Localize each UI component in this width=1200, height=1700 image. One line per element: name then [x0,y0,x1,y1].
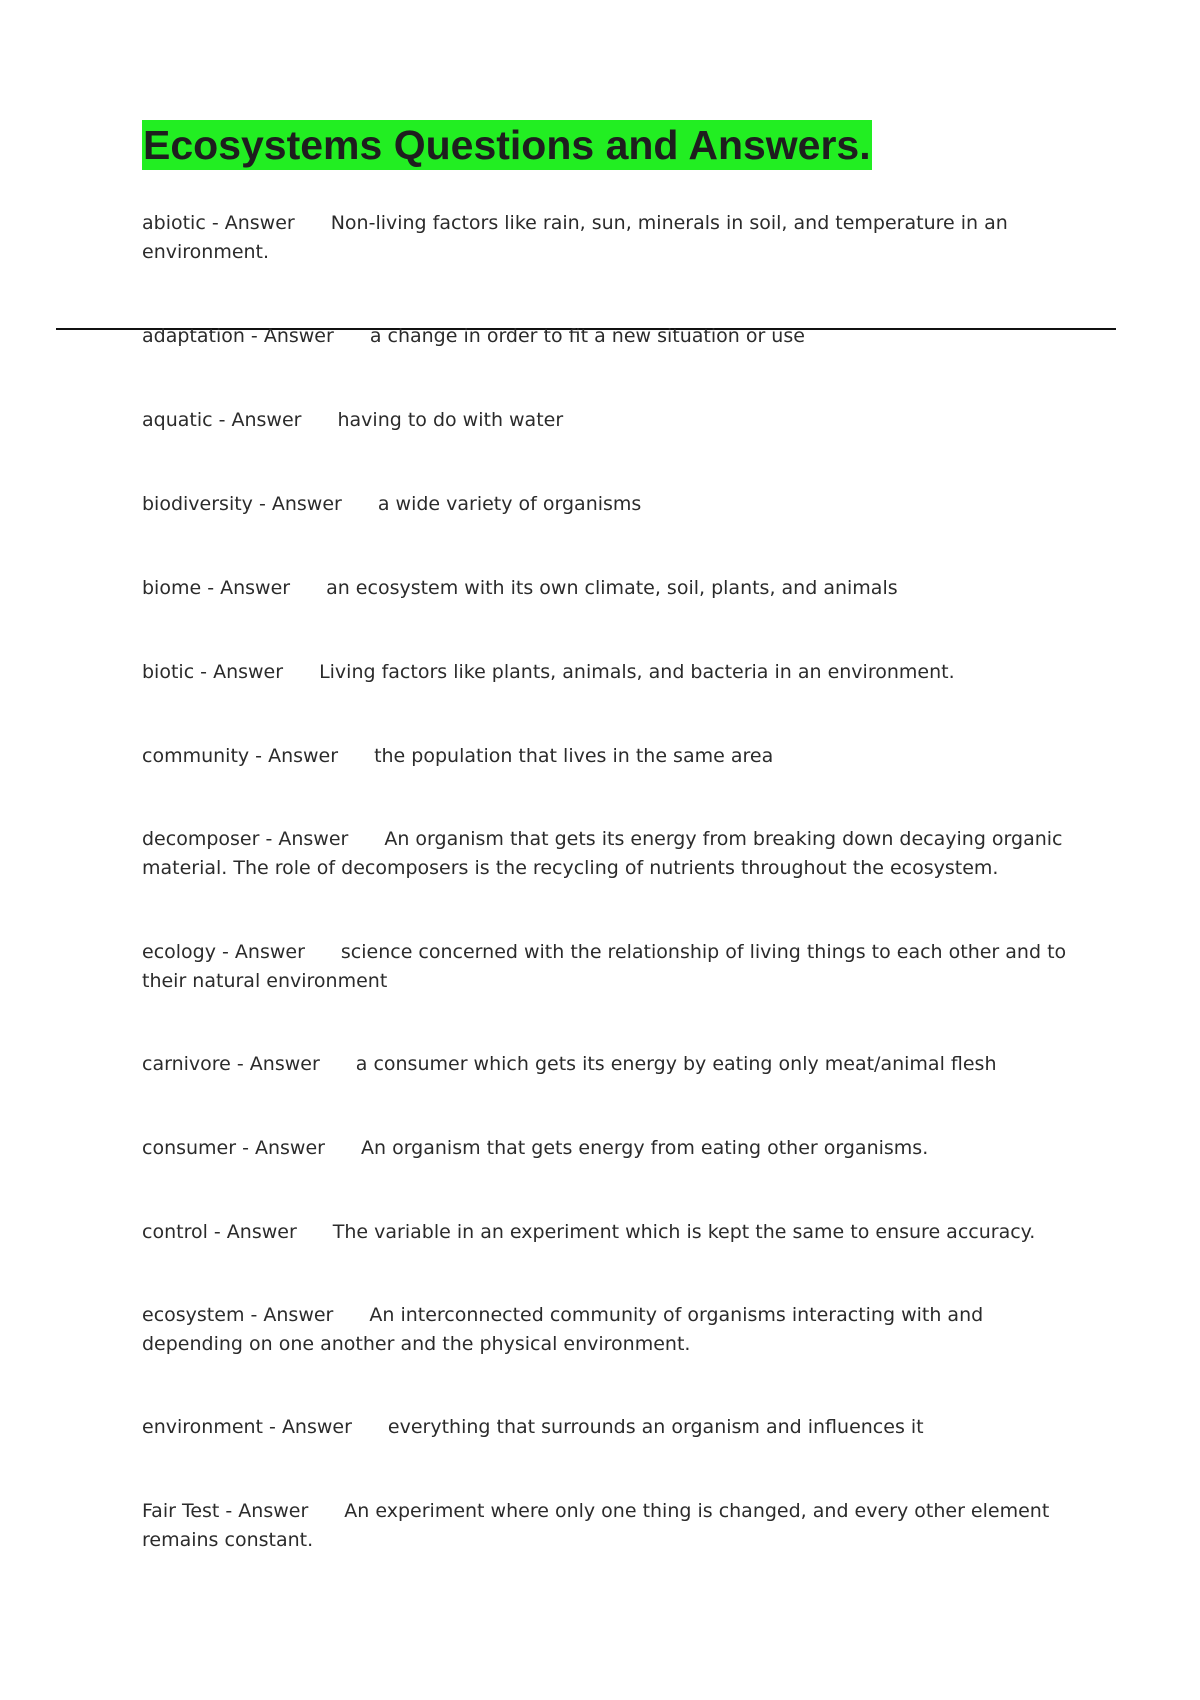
qa-answer: An organism that gets energy from eating other organisms. [360,1137,929,1159]
qa-answer: Living factors like plants, animals, and bacteria in an environment. [319,661,955,683]
qa-item-ecosystem [142,1301,1072,1359]
qa-item-community [142,742,1072,771]
qa-term: ecology - Answer [142,941,305,963]
qa-term: control - Answer [142,1221,297,1243]
qa-answer: Non-living factors like rain, sun, minerals in soil, and temperature in an environment. [142,212,1008,263]
qa-answer: an ecosystem with its own climate, soil, plants, and animals [326,577,898,599]
qa-answer: everything that surrounds an organism and influences it [387,1416,924,1438]
qa-answer: a change in order to fit a new situation or use [369,325,805,347]
qa-item-carnivore [142,1050,1072,1079]
qa-item-decomposer [142,825,1072,883]
qa-answer: a consumer which gets its energy by eating only meat/animal flesh [355,1053,997,1075]
qa-answer: having to do with water [337,409,564,431]
qa-term: biodiversity - Answer [142,493,342,515]
qa-answer: the population that lives in the same area [374,745,774,767]
qa-term: Fair Test - Answer [142,1500,309,1522]
qa-answer: The variable in an experiment which is kept the same to ensure accuracy. [332,1221,1036,1243]
qa-answer: An experiment where only one thing is changed, and every other element remains constant. [142,1500,1050,1551]
qa-item-fair-test [142,1497,1072,1555]
qa-term: environment - Answer [142,1416,352,1438]
qa-item-adaptation [142,322,1072,351]
qa-item-biome [142,574,1072,603]
qa-term: carnivore - Answer [142,1053,320,1075]
qa-item-abiotic [142,209,1072,267]
qa-item-biotic [142,658,1072,687]
qa-item-aquatic [142,406,1072,435]
qa-term: biotic - Answer [142,661,284,683]
qa-term: consumer - Answer [142,1137,325,1159]
qa-item-environment [142,1413,1072,1442]
qa-term: community - Answer [142,745,339,767]
qa-answer: a wide variety of organisms [377,493,642,515]
qa-item-biodiversity [142,490,1072,519]
qa-answer: An organism that gets its energy from breaking down decaying organic material. The role of decomposers is the recycling of nutrients throughout the ecosystem. [142,828,1063,879]
qa-item-consumer [142,1134,1072,1163]
qa-term: biome - Answer [142,577,291,599]
qa-term: decomposer - Answer [142,828,349,850]
qa-item-ecology [142,938,1072,996]
qa-answer: science concerned with the relationship of living things to each other and to their natural environment [142,941,1067,992]
qa-term: abiotic - Answer [142,212,295,234]
qa-term: ecosystem - Answer [142,1304,334,1326]
qa-answer: An interconnected community of organisms interacting with and depending on one another and the physical environment. [142,1304,984,1355]
qa-item-control [142,1218,1072,1247]
qa-term: adaptation - Answer [142,325,334,347]
qa-term: aquatic - Answer [142,409,302,431]
document-title: Ecosystems Questions and Answers. [143,122,871,168]
